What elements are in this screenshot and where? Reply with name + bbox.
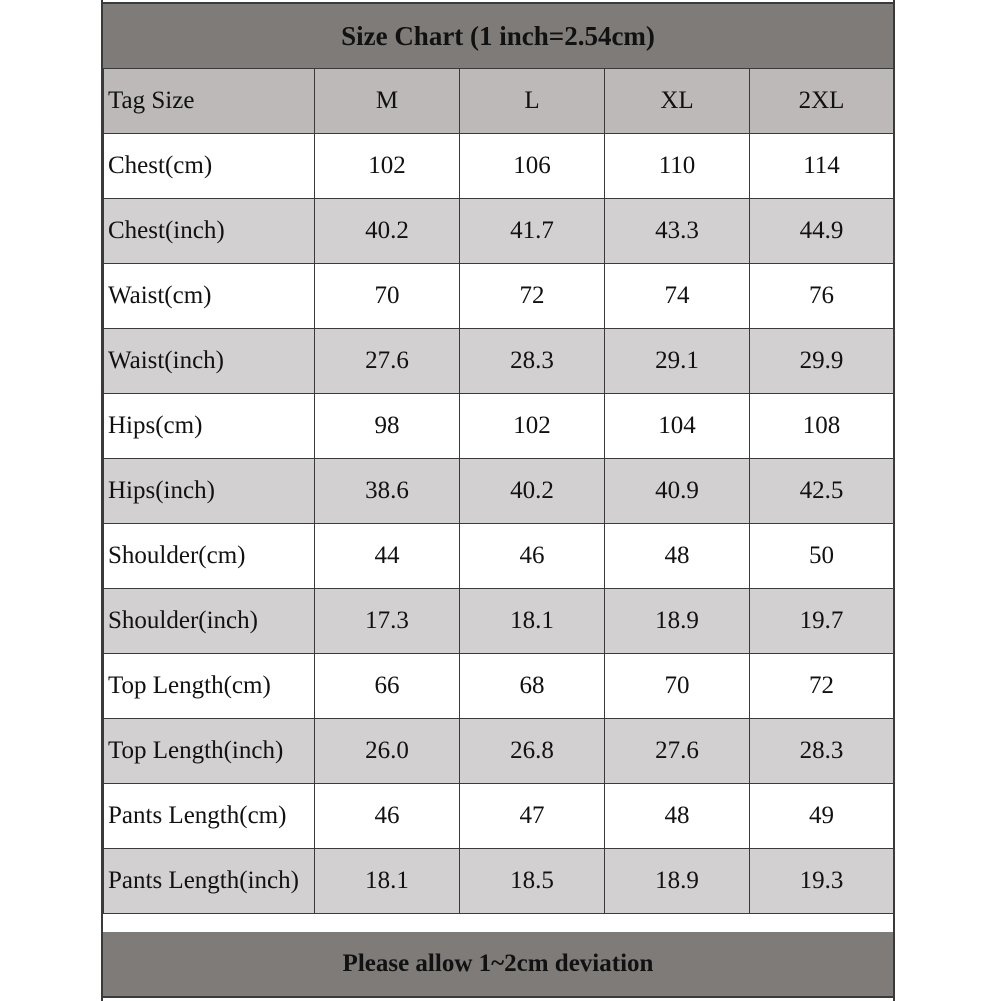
table-row [104, 589, 894, 654]
table-row [104, 264, 894, 329]
table-cell: 110 [605, 134, 750, 199]
table-cell: 44 [315, 524, 460, 589]
row-label: Hips(inch) [104, 459, 315, 524]
table-cell: 44.9 [750, 199, 894, 264]
table-row [104, 134, 894, 199]
table-cell: 18.9 [605, 589, 750, 654]
table-cell: 42.5 [750, 459, 894, 524]
table-cell: 18.1 [315, 849, 460, 914]
table-cell: 102 [460, 394, 605, 459]
table-cell: 50 [750, 524, 894, 589]
table-cell: 27.6 [315, 329, 460, 394]
table-cell: 19.7 [750, 589, 894, 654]
table-cell: 17.3 [315, 589, 460, 654]
row-label: Waist(cm) [104, 264, 315, 329]
table-row [104, 654, 894, 719]
table-cell: 70 [605, 654, 750, 719]
table-cell: 26.0 [315, 719, 460, 784]
table-cell: 108 [750, 394, 894, 459]
table-row [104, 524, 894, 589]
table-cell: 38.6 [315, 459, 460, 524]
row-label: Shoulder(inch) [104, 589, 315, 654]
table-cell: 76 [750, 264, 894, 329]
header-size: L [460, 69, 605, 134]
table-cell: 40.9 [605, 459, 750, 524]
header-size: 2XL [750, 69, 894, 134]
table-cell: 49 [750, 784, 894, 849]
chart-title: Size Chart (1 inch=2.54cm) [103, 2, 893, 68]
table-row [104, 199, 894, 264]
table-cell: 18.9 [605, 849, 750, 914]
header-tag-size: Tag Size [104, 69, 315, 134]
table-cell: 102 [315, 134, 460, 199]
table-cell: 40.2 [315, 199, 460, 264]
table-row [104, 459, 894, 524]
table-cell: 19.3 [750, 849, 894, 914]
table-cell: 72 [750, 654, 894, 719]
table-cell: 18.1 [460, 589, 605, 654]
table-cell: 41.7 [460, 199, 605, 264]
table-cell: 46 [460, 524, 605, 589]
table-cell: 28.3 [460, 329, 605, 394]
row-label: Shoulder(cm) [104, 524, 315, 589]
table-cell: 104 [605, 394, 750, 459]
table-cell: 48 [605, 524, 750, 589]
header-size: XL [605, 69, 750, 134]
table-cell: 70 [315, 264, 460, 329]
size-table [103, 68, 894, 914]
table-cell: 66 [315, 654, 460, 719]
table-cell: 18.5 [460, 849, 605, 914]
table-cell: 46 [315, 784, 460, 849]
table-cell: 98 [315, 394, 460, 459]
table-row [104, 849, 894, 914]
table-cell: 26.8 [460, 719, 605, 784]
table-cell: 43.3 [605, 199, 750, 264]
table-cell: 106 [460, 134, 605, 199]
table-row [104, 329, 894, 394]
row-label: Chest(cm) [104, 134, 315, 199]
table-row [104, 394, 894, 459]
table-cell: 114 [750, 134, 894, 199]
table-cell: 47 [460, 784, 605, 849]
row-label: Waist(inch) [104, 329, 315, 394]
table-cell: 40.2 [460, 459, 605, 524]
table-row [104, 784, 894, 849]
row-label: Pants Length(inch) [104, 849, 315, 914]
table-cell: 48 [605, 784, 750, 849]
table-cell: 28.3 [750, 719, 894, 784]
table-cell: 27.6 [605, 719, 750, 784]
table-cell: 29.1 [605, 329, 750, 394]
row-label: Pants Length(cm) [104, 784, 315, 849]
row-label: Top Length(cm) [104, 654, 315, 719]
row-label: Hips(cm) [104, 394, 315, 459]
table-row [104, 719, 894, 784]
table-cell: 72 [460, 264, 605, 329]
table-cell: 74 [605, 264, 750, 329]
table-cell: 68 [460, 654, 605, 719]
row-label: Chest(inch) [104, 199, 315, 264]
table-header-row [104, 69, 894, 134]
row-label: Top Length(inch) [104, 719, 315, 784]
table-cell: 29.9 [750, 329, 894, 394]
size-chart [101, 0, 895, 1001]
deviation-note: Please allow 1~2cm deviation [103, 932, 893, 998]
header-size: M [315, 69, 460, 134]
